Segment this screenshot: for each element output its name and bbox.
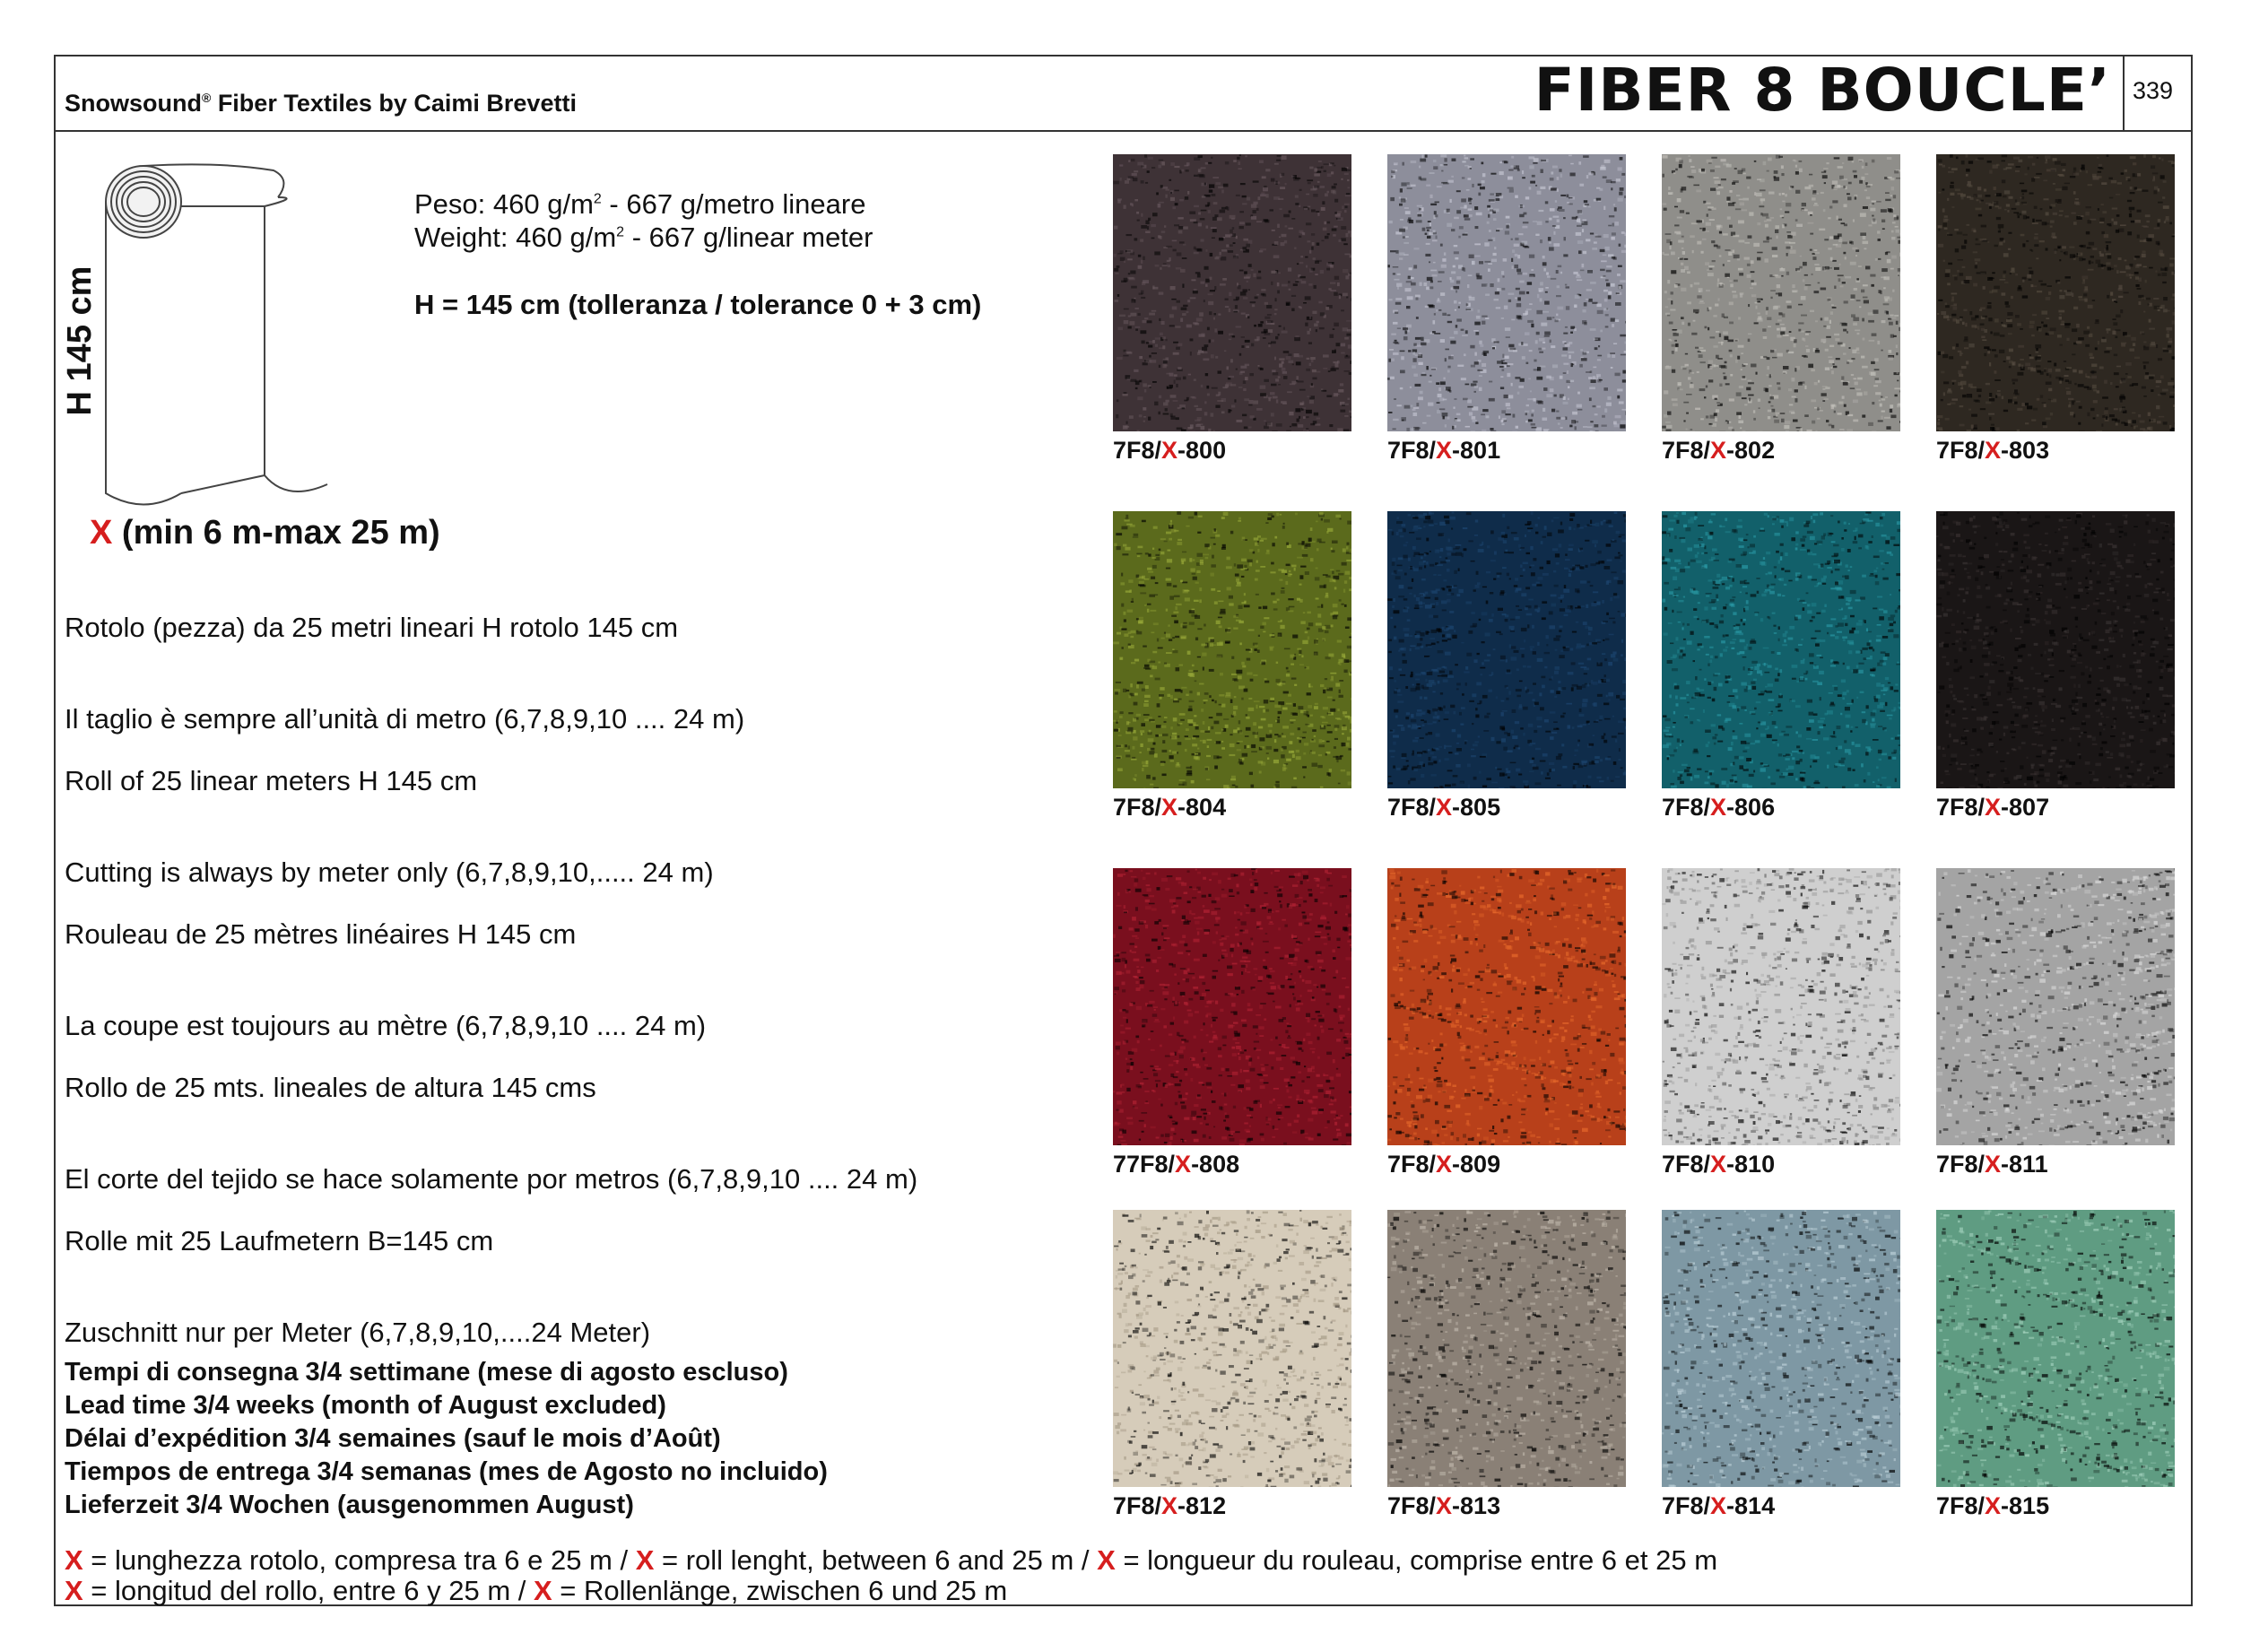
swatch-code <box>1387 1151 1500 1178</box>
swatch-code-prefix: 7F8/ <box>1662 437 1711 464</box>
swatch-texture <box>1936 1210 2175 1487</box>
swatch-code-x: X <box>1985 1151 2002 1178</box>
swatch-code-suffix: -808 <box>1191 1151 1240 1178</box>
swatch-texture <box>1113 511 1351 788</box>
swatch-code-prefix: 7F8/ <box>1387 794 1437 821</box>
fabric-swatch[interactable] <box>1662 154 1900 431</box>
swatch-code-x: X <box>1710 1492 1727 1519</box>
lead-time-line: Tiempos de entrega 3/4 semanas (mes de Agosto no incluido) <box>65 1457 828 1486</box>
body-line: Rouleau de 25 mètres linéaires H 145 cm <box>65 918 577 950</box>
swatch-texture <box>1662 511 1900 788</box>
swatch-texture <box>1936 154 2175 431</box>
swatch-code-x: X <box>1436 794 1453 821</box>
brand-line: Snowsound® Fiber Textiles by Caimi Brevetti <box>65 90 577 117</box>
fabric-swatch[interactable] <box>1387 1210 1626 1487</box>
fabric-swatch[interactable] <box>1113 154 1351 431</box>
swatch-code-prefix: 7F8/ <box>1113 437 1162 464</box>
swatch-code <box>1662 1492 1775 1520</box>
swatch-texture <box>1113 868 1351 1145</box>
swatch-code <box>1936 1492 2049 1520</box>
swatch-code-suffix: -814 <box>1726 1492 1776 1519</box>
swatch-code-prefix: 7F8/ <box>1936 1492 1986 1519</box>
swatch-code <box>1113 437 1226 465</box>
swatch-code-prefix: 7F8/ <box>1387 1151 1437 1178</box>
swatch-code-prefix: 7F8/ <box>1936 437 1986 464</box>
lead-time-line: Lieferzeit 3/4 Wochen (ausgenommen August) <box>65 1491 634 1519</box>
body-line: Rolle mit 25 Laufmetern B=145 cm <box>65 1225 494 1256</box>
swatch-code-prefix: 7F8/ <box>1113 794 1162 821</box>
swatch-code-suffix: -807 <box>2001 794 2050 821</box>
swatch-code <box>1113 794 1226 822</box>
weight-it: Peso: 460 $g/m^2 - 667$ g/metro lineare <box>414 188 866 220</box>
swatch-code-suffix: -813 <box>1452 1492 1501 1519</box>
swatch-texture <box>1387 868 1626 1145</box>
body-line: Cutting is always by meter only (6,7,8,9,10,..... 24 m) <box>65 856 714 888</box>
swatch-code-prefix: 7F8/ <box>1662 1492 1711 1519</box>
swatch-code <box>1936 1151 2048 1178</box>
lead-time-line: Délai d’expédition 3/4 semaines (sauf le mois d’Août) <box>65 1424 721 1453</box>
swatch-code-suffix: -811 <box>2001 1151 2048 1178</box>
swatch-texture <box>1662 1210 1900 1487</box>
fabric-swatch[interactable] <box>1662 868 1900 1145</box>
body-line: Il taglio è sempre all’unità di metro (6,7,8,9,10 .... 24 m) <box>65 703 745 735</box>
swatch-code-x: X <box>1985 1492 2002 1519</box>
swatch-code-suffix: -802 <box>1726 437 1776 464</box>
swatch-code-x: X <box>1161 1492 1178 1519</box>
body-line: La coupe est toujours au mètre (6,7,8,9,10 .... 24 m) <box>65 1010 707 1041</box>
swatch-code <box>1936 794 2049 822</box>
swatch-code <box>1662 794 1775 822</box>
swatch-code-x: X <box>1175 1151 1192 1178</box>
swatch-code-prefix: 77F8/ <box>1113 1151 1176 1178</box>
swatch-texture <box>1936 868 2175 1145</box>
fabric-swatch[interactable] <box>1662 1210 1900 1487</box>
page-title: FIBER 8 BOUCLE’ <box>1534 56 2111 125</box>
fabric-swatch[interactable] <box>1936 154 2175 431</box>
swatch-texture <box>1387 154 1626 431</box>
roll-height-label: H 145 cm <box>61 265 99 416</box>
swatch-code-x: X <box>1161 437 1178 464</box>
swatch-texture <box>1113 1210 1351 1487</box>
swatch-code-suffix: -806 <box>1726 794 1776 821</box>
fabric-swatch[interactable] <box>1387 511 1626 788</box>
fabric-swatch[interactable] <box>1936 511 2175 788</box>
swatch-code <box>1113 1492 1226 1520</box>
swatch-code-prefix: 7F8/ <box>1936 1151 1986 1178</box>
swatch-code <box>1936 437 2049 465</box>
body-line: Roll of 25 linear meters H 145 cm <box>65 765 478 796</box>
swatch-code-x: X <box>1710 1151 1727 1178</box>
swatch-code <box>1387 437 1500 465</box>
swatch-texture <box>1113 154 1351 431</box>
swatch-code-prefix: 7F8/ <box>1662 794 1711 821</box>
swatch-code-prefix: 7F8/ <box>1387 437 1437 464</box>
swatch-texture <box>1662 868 1900 1145</box>
swatch-texture <box>1387 511 1626 788</box>
fabric-swatch[interactable] <box>1936 1210 2175 1487</box>
page-number: 339 <box>2133 77 2174 104</box>
fabric-roll-icon <box>94 161 363 520</box>
fabric-swatch[interactable] <box>1113 511 1351 788</box>
swatch-code-suffix: -812 <box>1177 1492 1227 1519</box>
swatch-code-suffix: -804 <box>1177 794 1227 821</box>
fabric-swatch[interactable] <box>1387 868 1626 1145</box>
lead-time-line: Lead time 3/4 weeks (month of August excluded) <box>65 1391 666 1420</box>
swatch-code-x: X <box>1710 437 1727 464</box>
swatch-code-suffix: -815 <box>2001 1492 2050 1519</box>
swatch-code-suffix: -810 <box>1726 1151 1776 1178</box>
lead-time-line: Tempi di consegna 3/4 settimane (mese di agosto escluso) <box>65 1358 788 1387</box>
swatch-code-suffix: -805 <box>1452 794 1501 821</box>
swatch-code <box>1387 794 1500 822</box>
swatch-code-x: X <box>1161 794 1178 821</box>
fabric-swatch[interactable] <box>1662 511 1900 788</box>
header-divider <box>54 130 2193 132</box>
body-line: El corte del tejido se hace solamente por metros (6,7,8,9,10 .... 24 m) <box>65 1163 918 1195</box>
footnote-line-1: X = lunghezza rotolo, compresa tra 6 e 25 m / X = roll lenght, between 6 and 25 m / X = longueur du rouleau, comprise entre 6 et 25 m <box>65 1544 1718 1576</box>
body-line: Rotolo (pezza) da 25 metri lineari H rotolo 145 cm <box>65 612 679 643</box>
swatch-code-x: X <box>1436 437 1453 464</box>
fabric-swatch[interactable] <box>1113 1210 1351 1487</box>
swatch-code <box>1662 437 1775 465</box>
swatch-code-x: X <box>1436 1492 1453 1519</box>
roll-length-label: X (min 6 m-max 25 m) <box>90 514 440 552</box>
swatch-texture <box>1387 1210 1626 1487</box>
swatch-texture <box>1936 511 2175 788</box>
swatch-code-x: X <box>1436 1151 1453 1178</box>
swatch-code-suffix: -800 <box>1177 437 1227 464</box>
swatch-code-prefix: 7F8/ <box>1936 794 1986 821</box>
swatch-code-suffix: -801 <box>1452 437 1501 464</box>
page-number-divider <box>2123 55 2125 130</box>
lead-times <box>65 1356 828 1522</box>
swatch-code-prefix: 7F8/ <box>1387 1492 1437 1519</box>
swatch-code-x: X <box>1985 794 2002 821</box>
swatch-code-x: X <box>1710 794 1727 821</box>
swatch-code-prefix: 7F8/ <box>1113 1492 1162 1519</box>
fabric-swatch[interactable] <box>1387 154 1626 431</box>
swatch-code <box>1387 1492 1500 1520</box>
body-line: Zuschnitt nur per Meter (6,7,8,9,10,....24 Meter) <box>65 1317 651 1348</box>
swatch-code-suffix: -809 <box>1452 1151 1501 1178</box>
swatch-code-suffix: -803 <box>2001 437 2050 464</box>
swatch-code-prefix: 7F8/ <box>1662 1151 1711 1178</box>
footnote-line-2: X = longitud del rollo, entre 6 y 25 m / X = Rollenlänge, zwischen 6 und 25 m <box>65 1575 1008 1606</box>
swatch-texture <box>1662 154 1900 431</box>
body-line: Rollo de 25 mts. lineales de altura 145 cms <box>65 1072 596 1103</box>
fabric-swatch[interactable] <box>1113 868 1351 1145</box>
swatch-code <box>1113 1151 1239 1178</box>
swatch-code <box>1662 1151 1775 1178</box>
weight-en: Weight: 460 $g/m^2 - 667$ g/linear meter <box>414 222 873 253</box>
fabric-swatch[interactable] <box>1936 868 2175 1145</box>
height-spec: H = 145 cm (tolleranza / tolerance 0 + 3 cm) <box>414 289 982 320</box>
swatch-code-x: X <box>1985 437 2002 464</box>
